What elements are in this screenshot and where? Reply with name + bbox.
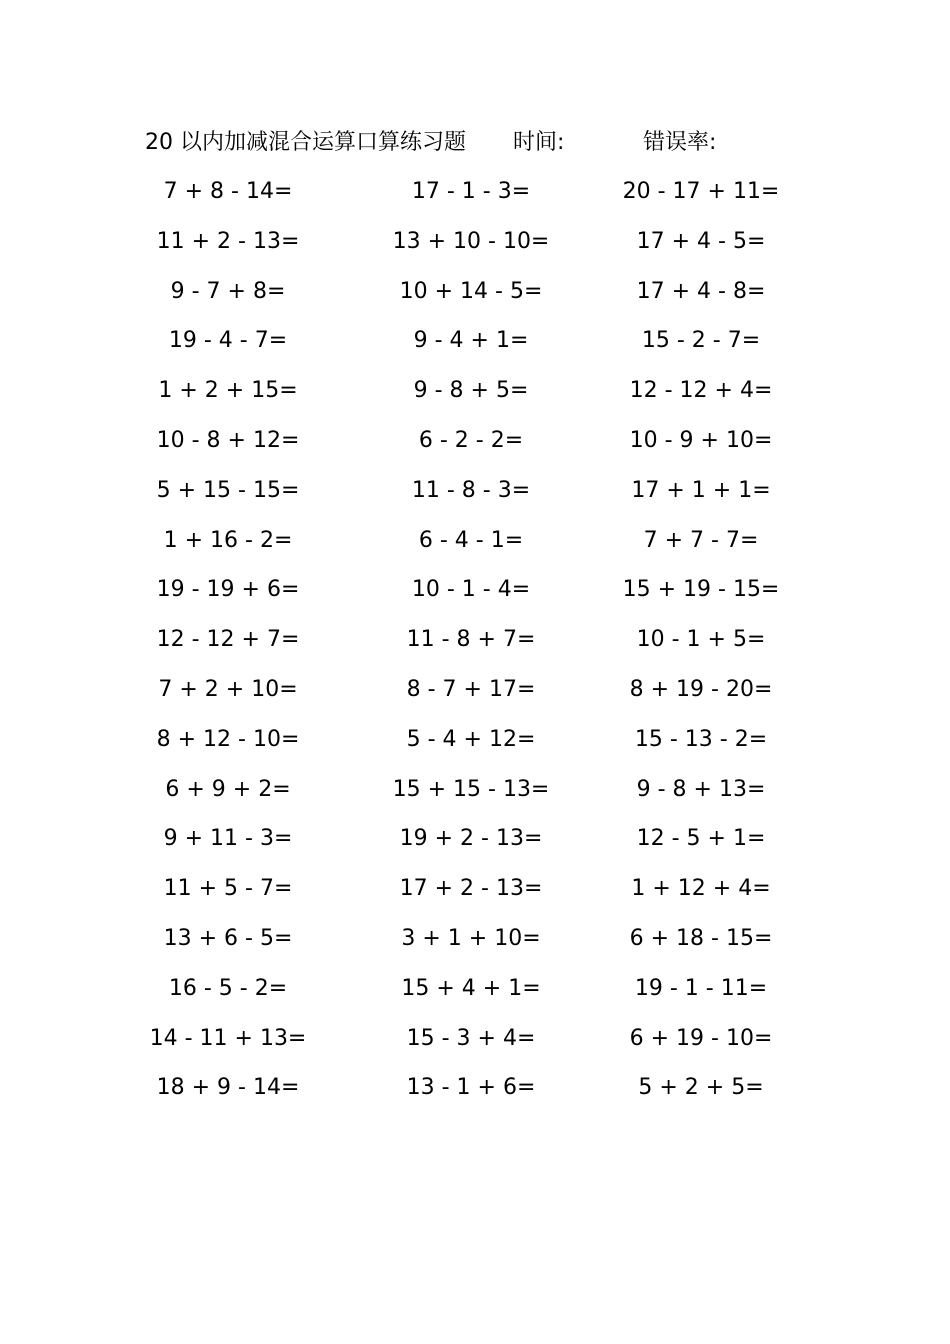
problem-cell: 11 - 8 - 3= — [411, 477, 531, 503]
problem-cell: 11 - 8 + 7= — [406, 627, 536, 653]
problem-row — [0, 321, 950, 371]
problem-cell: 9 - 8 + 13= — [636, 776, 766, 802]
problem-cell: 12 - 5 + 1= — [636, 826, 766, 852]
problem-cell: 5 - 4 + 12= — [406, 726, 536, 752]
problem-cell: 7 + 2 + 10= — [158, 676, 298, 702]
problem-cell: 8 + 12 - 10= — [156, 726, 300, 752]
problem-cell: 10 - 9 + 10= — [629, 427, 773, 453]
problem-cell: 6 - 2 - 2= — [418, 427, 524, 453]
problem-row — [0, 1019, 950, 1069]
problem-cell: 1 + 12 + 4= — [631, 876, 771, 902]
problem-cell: 19 - 1 - 11= — [634, 975, 768, 1001]
problem-cell: 10 + 14 - 5= — [399, 278, 543, 304]
problem-cell: 12 - 12 + 4= — [629, 378, 773, 404]
problem-grid — [0, 172, 950, 1118]
problem-row — [0, 969, 950, 1019]
problem-cell: 8 - 7 + 17= — [406, 676, 536, 702]
problem-cell: 15 - 3 + 4= — [406, 1025, 536, 1051]
problem-row — [0, 421, 950, 471]
problem-cell: 20 - 17 + 11= — [622, 179, 780, 204]
problem-cell: 5 + 2 + 5= — [638, 1075, 764, 1101]
problem-cell: 11 + 2 - 13= — [156, 228, 300, 254]
problem-cell: 11 + 5 - 7= — [163, 876, 293, 902]
problem-cell: 9 - 7 + 8= — [170, 278, 286, 304]
problem-cell: 17 - 1 - 3= — [411, 179, 531, 204]
problem-cell: 13 + 10 - 10= — [392, 228, 550, 254]
problem-row — [0, 521, 950, 571]
problem-cell: 9 - 4 + 1= — [413, 328, 529, 354]
problem-row — [0, 620, 950, 670]
problem-cell: 18 + 9 - 14= — [156, 1075, 300, 1101]
problem-cell: 9 + 11 - 3= — [163, 826, 293, 852]
problem-cell: 15 + 4 + 1= — [401, 975, 541, 1001]
error-rate-label: 错误率: — [643, 130, 717, 155]
problem-row — [0, 919, 950, 969]
problem-cell: 15 - 13 - 2= — [634, 726, 768, 752]
problem-cell: 9 - 8 + 5= — [413, 378, 529, 404]
problem-cell: 17 + 2 - 13= — [399, 876, 543, 902]
problem-cell: 13 - 1 + 6= — [406, 1075, 536, 1101]
problem-cell: 16 - 5 - 2= — [168, 975, 288, 1001]
time-label: 时间: — [513, 130, 565, 155]
problem-cell: 13 + 6 - 5= — [163, 925, 293, 951]
problem-cell: 19 - 4 - 7= — [168, 328, 288, 354]
problem-cell: 8 + 19 - 20= — [629, 676, 773, 702]
problem-row — [0, 770, 950, 820]
problem-cell: 19 + 2 - 13= — [399, 826, 543, 852]
worksheet-header — [145, 124, 845, 162]
problem-cell: 3 + 1 + 10= — [401, 925, 541, 951]
problem-cell: 17 + 1 + 1= — [631, 477, 771, 503]
problem-row — [0, 172, 950, 222]
problem-cell: 19 - 19 + 6= — [156, 577, 300, 603]
problem-cell: 5 + 15 - 15= — [156, 477, 300, 503]
problem-cell: 6 - 4 - 1= — [418, 527, 524, 553]
problem-cell: 7 + 7 - 7= — [643, 527, 759, 553]
problem-cell: 1 + 16 - 2= — [163, 527, 293, 553]
problem-cell: 1 + 2 + 15= — [158, 378, 298, 404]
problem-cell: 7 + 8 - 14= — [163, 179, 293, 204]
problem-row — [0, 670, 950, 720]
problem-row — [0, 1068, 950, 1118]
problem-row — [0, 371, 950, 421]
worksheet-title: 20 以内加减混合运算口算练习题 — [145, 130, 466, 155]
problem-cell: 10 - 1 + 5= — [636, 627, 766, 653]
problem-cell: 14 - 11 + 13= — [149, 1025, 307, 1051]
problem-cell: 6 + 9 + 2= — [165, 776, 291, 802]
problem-row — [0, 570, 950, 620]
problem-cell: 6 + 19 - 10= — [629, 1025, 773, 1051]
problem-row — [0, 222, 950, 272]
problem-cell: 10 - 1 - 4= — [411, 577, 531, 603]
problem-cell: 17 + 4 - 5= — [636, 228, 766, 254]
problem-cell: 17 + 4 - 8= — [636, 278, 766, 304]
problem-row — [0, 869, 950, 919]
problem-cell: 6 + 18 - 15= — [629, 925, 773, 951]
problem-cell: 12 - 12 + 7= — [156, 627, 300, 653]
problem-row — [0, 819, 950, 869]
problem-cell: 15 + 15 - 13= — [392, 776, 550, 802]
problem-row — [0, 720, 950, 770]
problem-row — [0, 471, 950, 521]
problem-cell: 15 - 2 - 7= — [641, 328, 761, 354]
problem-cell: 15 + 19 - 15= — [622, 577, 780, 603]
problem-cell: 10 - 8 + 12= — [156, 427, 300, 453]
problem-row — [0, 272, 950, 322]
